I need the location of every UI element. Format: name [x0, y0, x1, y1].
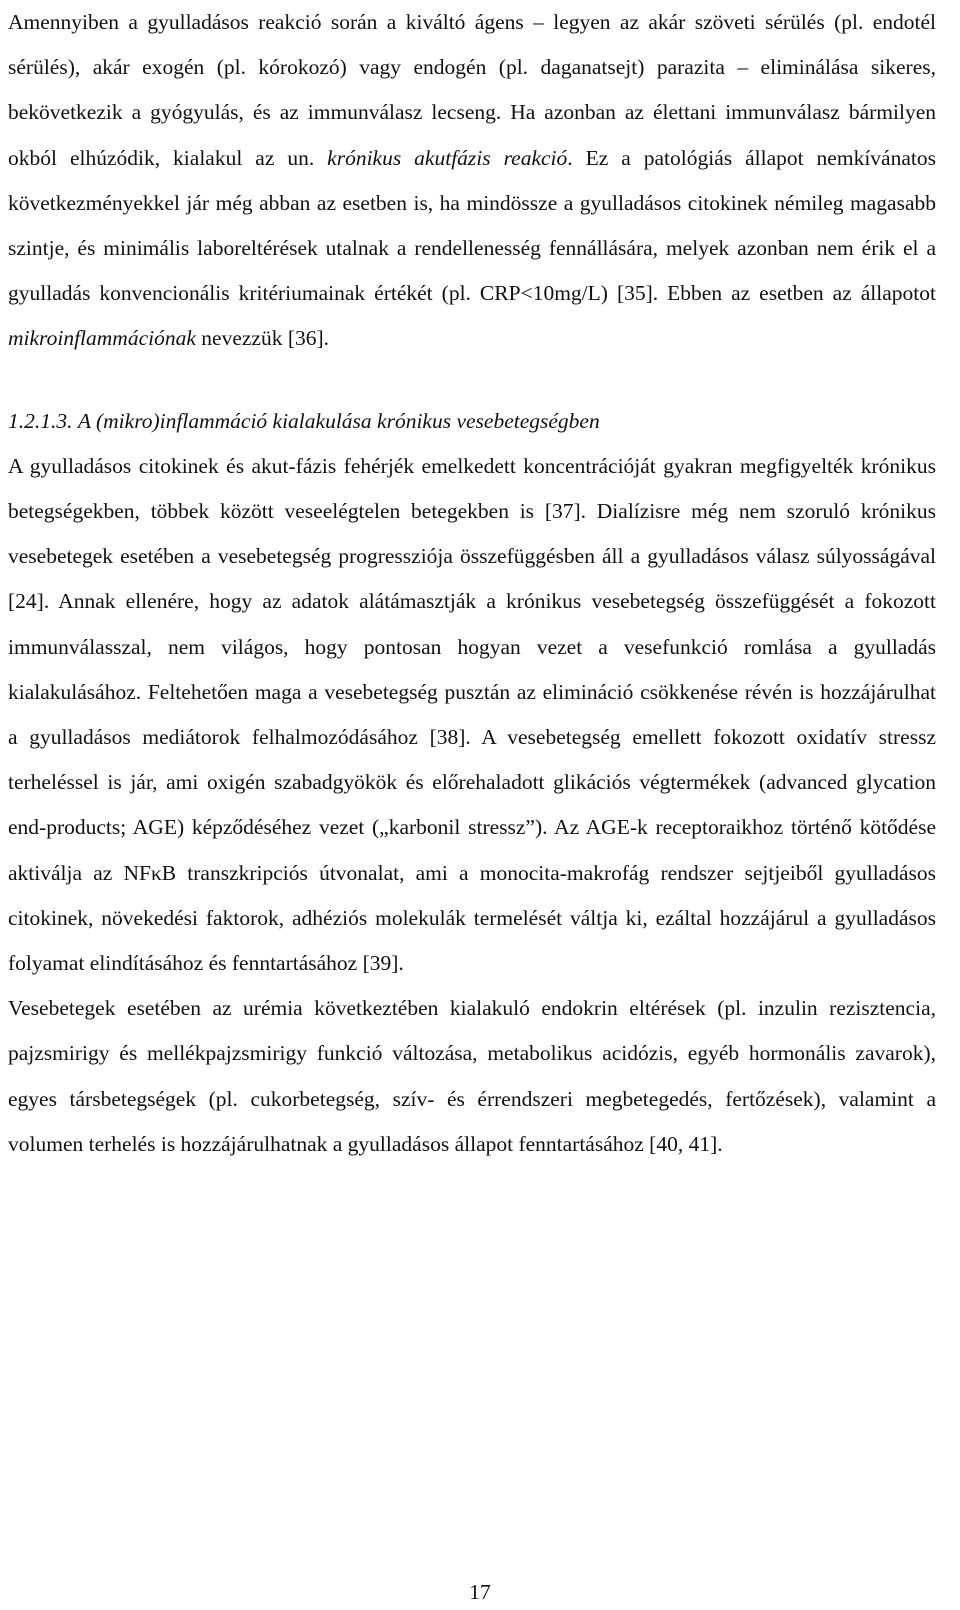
term-chronic-acute-phase-reaction: krónikus akutfázis reakció	[327, 145, 568, 170]
section-number: 1.2.1.3.	[8, 408, 73, 433]
section-title: A (mikro)inflammáció kialakulása krónikus vesebetegségben	[77, 408, 600, 433]
paragraph-intro-text-1: Amennyiben a gyulladásos reakció során a kiváltó ágens – legyen az akár szöveti sérülés (pl. endotél sérülés), akár exogén (pl. kórokozó) vagy endogén (pl. daganatsejt) parazita – eliminálása sikeres, bekövetkezik a gyógyulás, és az immunválasz lecseng. Ha azonban az élettani immunválasz bármilyen okból elhúzódik, kialakul az un.	[8, 10, 936, 170]
paragraph-intro-text-3: nevezzük [36].	[195, 326, 330, 351]
paragraph-intro	[8, 0, 936, 362]
section-heading	[8, 399, 936, 444]
paragraph-intro-text-2: . Ez a patológiás állapot nemkívánatos következményekkel jár még abban az esetben is, ha mindössze a gyulladásos citokinek némileg magasabb szintje, és minimális laboreltérések utalnak a rendellenesség fennállására, melyek azonban nem érik el a gyulladás konvencionális kritériumainak értékét (pl. CRP<10mg/L) [35]. Ebben az esetben az állapotot	[8, 145, 936, 306]
document-page	[8, 0, 936, 1167]
paragraph-ckd-inflammation: A gyulladásos citokinek és akut-fázis fehérjék emelkedett koncentrációját gyakran megfigyelték krónikus betegségekben, többek között veseelégtelen betegekben is [37]. Dialízisre még nem szoruló krónikus vesebetegek esetében a vesebetegség progressziója összefüggésben áll a gyulladásos válasz súlyosságával [24]. Annak ellenére, hogy az adatok alátámasztják a krónikus vesebetegség összefüggését a fokozott immunválasszal, nem világos, hogy pontosan hogyan vezet a vesefunkció romlása a gyulladás kialakulásához. Feltehetően maga a vesebetegség pusztán az elimináció csökkenése révén is hozzájárulhat a gyulladásos mediátorok felhalmozódásához [38]. A vesebetegség emellett fokozott oxidatív stressz terheléssel is jár, ami oxigén szabadgyökök és előrehaladott glikációs végtermékek (advanced glycation end-products; AGE) képződéséhez vezet („karbonil stressz”). Az AGE-k receptoraikhoz történő kötődése aktiválja az NFκB transzkripciós útvonalat, ami a monocita-makrofág rendszer sejtjeiből gyulladásos citokinek, növekedési faktorok, adhéziós molekulák termelését váltja ki, ezáltal hozzájárul a gyulladásos folyamat elindításához és fenntartásához [39].	[8, 453, 936, 976]
page-number: 17	[469, 1580, 491, 1604]
paragraph-uremia: Vesebetegek esetében az urémia következtében kialakuló endokrin eltérések (pl. inzulin rezisztencia, pajzsmirigy és mellékpajzsmirigy funkció változása, metabolikus acidózis, egyéb hormonális zavarok), egyes társbetegségek (pl. cukorbetegség, szív- és érrendszeri megbetegedés, fertőzések), valamint a volumen terhelés is hozzájárulhatnak a gyulladásos állapot fenntartásához [40, 41].	[8, 996, 936, 1156]
term-microinflammation: mikroinflammációnak	[8, 326, 196, 351]
